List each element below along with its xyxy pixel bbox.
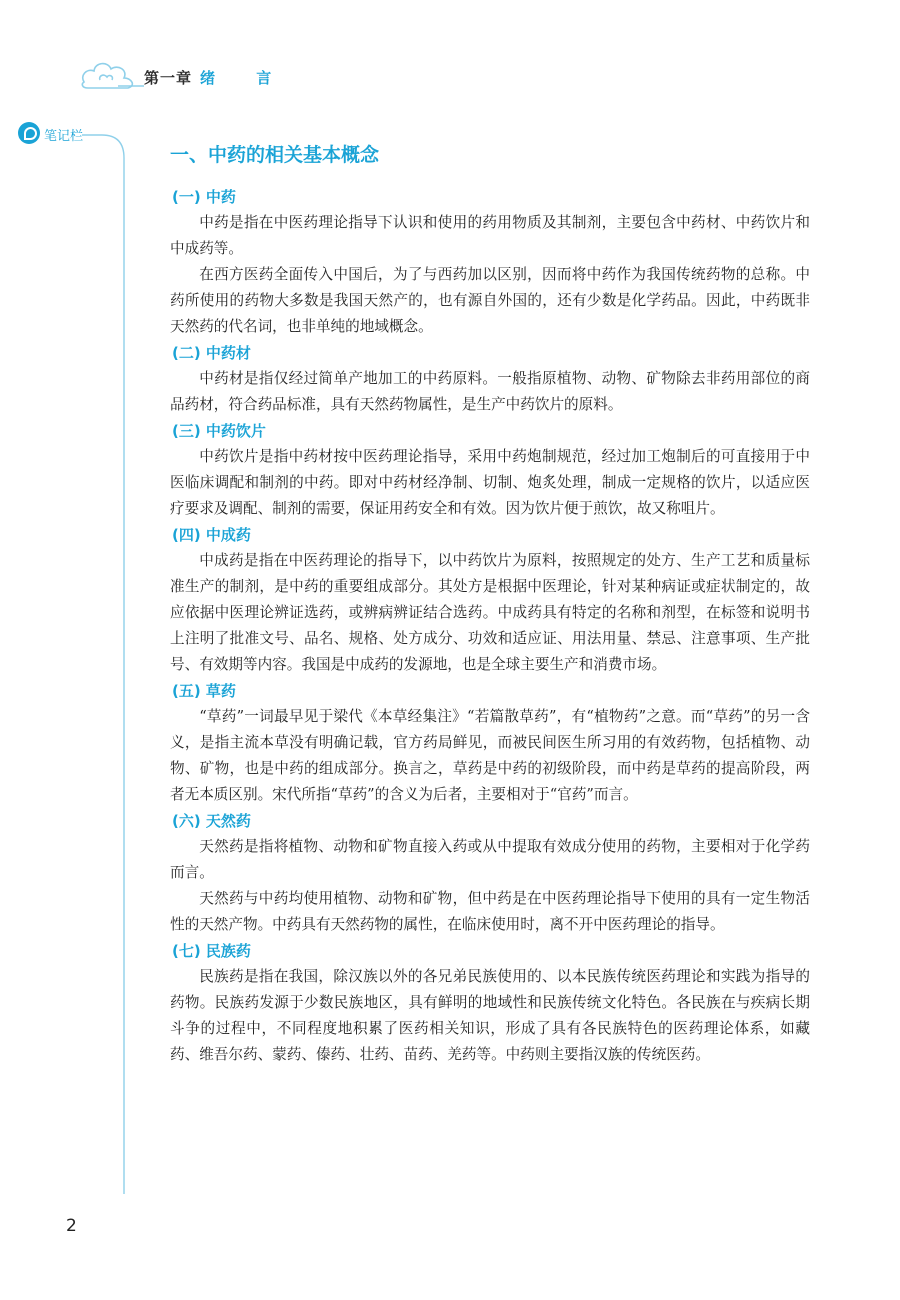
subsection	[170, 340, 810, 418]
paragraph: 天然药是指将植物、动物和矿物直接入药或从中提取有效成分使用的药物，主要相对于化学药而言。	[170, 838, 810, 881]
paragraph: 天然药与中药均使用植物、动物和矿物，但中药是在中医药理论指导下使用的具有一定生物活性的天然产物。中药具有天然药物的属性，在临床使用时，离不开中医药理论的指导。	[170, 890, 810, 933]
paragraph: 民族药是指在我国，除汉族以外的各兄弟民族使用的、以本民族传统医药理论和实践为指导的药物。民族药发源于少数民族地区，具有鲜明的地域性和民族传统文化特色。各民族在与疾病长期斗争的过程中，不同程度地积累了医药相关知识，形成了具有各民族特色的医药理论体系，如藏药、维吾尔药、蒙药、傣药、壮药、苗药、羌药等。中药则主要指汉族的传统医药。	[170, 968, 810, 1063]
subsection-heading: (六) 天然药	[172, 812, 251, 830]
subsection-heading: (二) 中药材	[172, 344, 251, 362]
chapter-heading	[144, 67, 289, 88]
subsection-heading: (七) 民族药	[172, 942, 251, 960]
paragraph: 在西方医药全面传入中国后，为了与西药加以区别，因而将中药作为我国传统药物的总称。中药所使用的药物大多数是我国天然产的，也有源自外国的，还有少数是化学药品。因此，中药既非天然药的代名词，也非单纯的地域概念。	[170, 266, 810, 335]
paragraph: 中药材是指仅经过简单产地加工的中药原料。一般指原植物、动物、矿物除去非药用部位的商品药材，符合药品标准，具有天然药物属性，是生产中药饮片的原料。	[170, 370, 810, 413]
subsection	[170, 418, 810, 522]
cloud-ornament-icon	[78, 56, 148, 92]
subsection-heading: (五) 草药	[172, 682, 236, 700]
page-number: 2	[66, 1216, 77, 1236]
pen-icon	[18, 122, 40, 144]
subsection	[170, 808, 810, 938]
subsection	[170, 938, 810, 1068]
subsection-heading: (四) 中成药	[172, 526, 251, 544]
paragraph: 中成药是指在中医药理论的指导下，以中药饮片为原料，按照规定的处方、生产工艺和质量标准生产的制剂，是中药的重要组成部分。其处方是根据中医理论，针对某种病证或症状制定的，故应依据中医理论辨证选药，或辨病辨证结合选药。中成药具有特定的名称和剂型，在标签和说明书上注明了批准文号、品名、规格、处方成分、功效和适应证、用法用量、禁忌、注意事项、生产批号、有效期等内容。我国是中成药的发源地，也是全球主要生产和消费市场。	[170, 552, 810, 673]
subsection-heading: (一) 中药	[172, 188, 236, 206]
paragraph: “草药”一词最早见于梁代《本草经集注》“若篇散草药”，有“植物药”之意。而“草药”的另一含义，是指主流本草没有明确记载，官方药局鲜见，而被民间医生所习用的有效药物，包括植物、动物、矿物，也是中药的组成部分。换言之，草药是中药的初级阶段，而中药是草药的提高阶段，两者无本质区别。宋代所指“草药”的含义为后者，主要相对于“官药”而言。	[170, 708, 810, 803]
notes-label: 笔记栏	[44, 129, 84, 144]
chapter-name: 绪 言	[200, 69, 290, 87]
section-title: 一、中药的相关基本概念	[170, 144, 380, 166]
subsection	[170, 522, 810, 678]
running-header	[78, 56, 338, 92]
chapter-label: 第一章	[144, 69, 193, 87]
paragraph: 中药是指在中医药理论指导下认识和使用的药用物质及其制剂，主要包含中药材、中药饮片和中成药等。	[170, 214, 810, 257]
main-content	[170, 140, 810, 1068]
subsection-heading: (三) 中药饮片	[172, 422, 266, 440]
subsection	[170, 678, 810, 808]
paragraph: 中药饮片是指中药材按中医药理论指导，采用中药炮制规范，经过加工炮制后的可直接用于中医临床调配和制剂的中药。即对中药材经净制、切制、炮炙处理，制成一定规格的饮片，以适应医疗要求及调配、制剂的需要，保证用药安全和有效。因为饮片便于煎饮，故又称咀片。	[170, 448, 810, 517]
subsection	[170, 184, 810, 340]
margin-divider	[82, 134, 126, 1194]
